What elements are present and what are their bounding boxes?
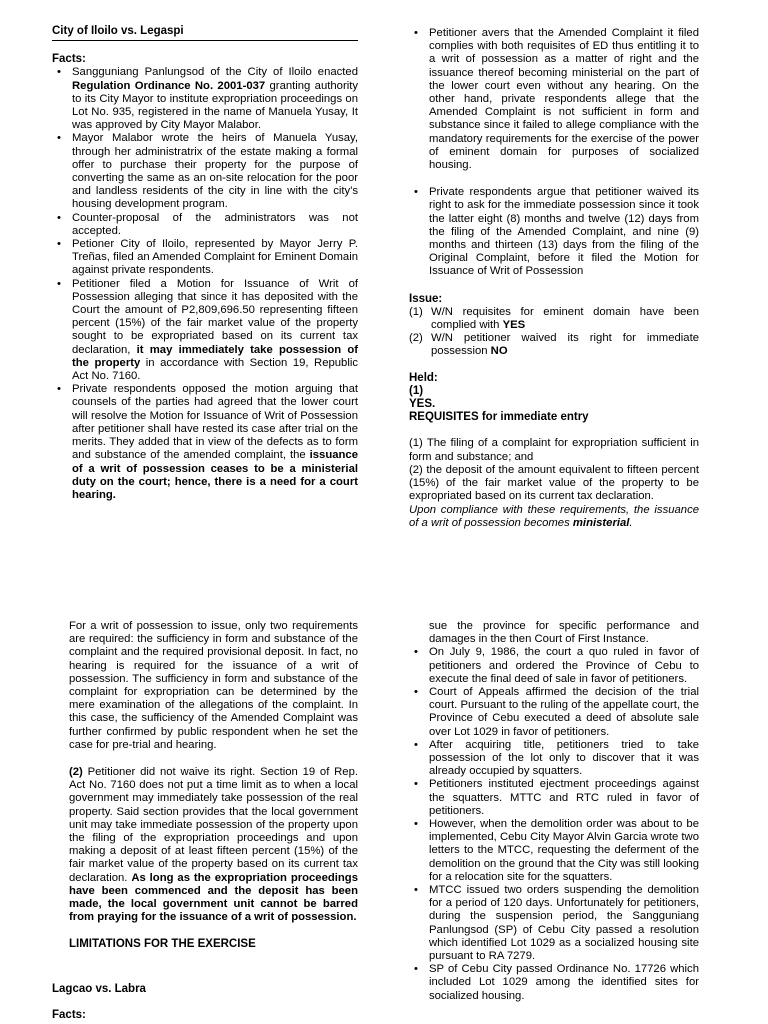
fact-item-5: • Petitioner filed a Motion for Issuance of Writ of Possession alleging that since it has deposited with the Court the amount of P2,809,696.50 representing fifteen percent (15%) of the fair market value of the property sought to be expropriated based on its current tax declaration, it may immediately take possession of the property in accordance with Section 19, Republic Act No. 7160. (52, 278, 358, 384)
limitations-heading: LIMITATIONS FOR THE EXERCISE (69, 938, 256, 951)
case2-fact-1: • On July 9, 1986, the court a quo ruled in favor of petitioners and ordered the Province of Cebu to execute the final deed of sale in favor of petitioners. (409, 646, 699, 686)
case2-facts-list (409, 646, 699, 1002)
case2-title: Lagcao vs. Labra (52, 983, 146, 995)
case2-fact-2: • Court of Appeals affirmed the decision of the trial court. Pursuant to the ruling of the appellate court, the Province of Cebu executed a deed of absolute sale over Lot 1029 in favor of petitioners. (409, 686, 699, 739)
argument-item-2: • Private respondents argue that petitioner waived its right to ask for the immediate possession since it took the latter eight (8) months and twelve (12) days from the filing of the Amended Complaint, and nine (9) months and thirteen (13) days from the filing of the Original Complaint, before it filed the Motion for Issuance of Writ of Possession (409, 186, 699, 278)
top-right-column (409, 27, 699, 530)
arguments-list (409, 27, 699, 279)
fact-item-3: • Counter-proposal of the administrators was not accepted. (52, 212, 358, 238)
requisite-1: (1) The filing of a complaint for expropriation sufficient in form and substance; and (409, 437, 699, 463)
held-number: (1) (409, 384, 424, 397)
held-answer: YES. (409, 398, 436, 411)
bottom-right-column (409, 620, 699, 1003)
case2-fact-7: • SP of Cebu City passed Ordinance No. 17726 which included Lot 1029 among the identified sites for socialized housing. (409, 963, 699, 1003)
ministerial-note: Upon compliance with these requirements, the issuance of a writ of possession becomes ministerial. (409, 503, 699, 529)
paragraph-waiver: (2) Petitioner did not waive its right. Section 19 of Rep. Act No. 7160 does not put a time limit as to when a local government may immediately take possession of the real property. Said section provides that the local government unit may take immediate possession of the property upon the filing of the expropriation proceedings and upon making a deposit of at least fifteen percent (15%) of the fair market value of the property based on its current tax declaration. As long as the expropriation proceedings have been commenced and the deposit has been made, the local government unit cannot be barred from praying for the issuance of a writ of possession. (69, 766, 358, 924)
case2-fact-6: • MTCC issued two orders suspending the demolition for a period of 120 days. Unfortunately for petitioners, during the suspension period, the Sangguniang Panlungsod (SP) of Cebu City passed a resolution which identified Lot 1029 as a socialized housing site pursuant to RA 7279. (409, 884, 699, 963)
issue-item-1: (1) W/N requisites for eminent domain have been complied with YES (409, 305, 699, 332)
held-heading: Held: (409, 371, 438, 384)
issue-heading: Issue: (409, 292, 443, 305)
facts-list (52, 66, 358, 502)
case2-facts-heading: Facts: (52, 1009, 86, 1021)
argument-item-1: • Petitioner avers that the Amended Complaint it filed complies with both requisites of ED thus entitling it to a writ of possession as a matter of right and the issuance thereof becoming ministerial on the part of the lower court even without any hearing. On the other hand, private respondents allege that the Amended Complaint is not sufficient in form and substance since it failed to allege compliance with the mandatory requirements for the exercise of the power of eminent domain for purposes of socialized housing. (409, 27, 699, 172)
case2-fact-5: • However, when the demolition order was about to be implemented, Cebu City Mayor Alvin Garcia wrote two letters to the MTCC, requesting the deferment of the demolition on the ground that the City was still looking for a relocation site for the squatters. (409, 818, 699, 884)
case2-fact-3: • After acquiring title, petitioners tried to take possession of the lot only to discover that it was already occupied by squatters. (409, 739, 699, 779)
continuation-text: sue the province for specific performance and damages in the then Court of First Instance. (429, 620, 699, 646)
fact-item-1: • Sangguniang Panlungsod of the City of Iloilo enacted Regulation Ordinance No. 2001-037 granting authority to its City Mayor to institute expropriation proceedings on Lot No. 935, registered in the name of Manuela Yusay, It was approved by City Mayor Malabor. (52, 66, 358, 132)
case2-fact-4: • Petitioners instituted ejectment proceedings against the squatters. MTTC and RTC ruled in favor of petitioners. (409, 778, 699, 818)
fact-item-6: • Private respondents opposed the motion arguing that counsels of the parties had agreed that the lower court will resolve the Motion for Issuance of Writ of Possession after petitioner shall have rested its case after trial on the merits. They added that in view of the defects as to form and substance of the amended complaint, the issuance of a writ of possession ceases to be a ministerial duty on the court; hence, there is a need for a court hearing. (52, 383, 358, 502)
paragraph-requirements: For a writ of possession to issue, only two requirements are required: the sufficiency in form and substance of the complaint and the required provisional deposit. In fact, no hearing is required for the issuance of a writ of possession. The sufficiency in form and substance of the complaint for expropriation can be determined by the mere examination of the allegations of the complaint. In this case, the sufficiency of the Amended Complaint was further confirmed by public respondent when he set the case for pre-trial and hearing. (69, 620, 358, 751)
facts-heading: Facts: (52, 53, 86, 66)
issue-item-2: (2) W/N petitioner waived its right for immediate possession NO (409, 332, 699, 358)
fact-item-4: • Petioner City of Iloilo, represented by Mayor Jerry P. Treñas, filed an Amended Complaint for Eminent Domain against private respondents. (52, 238, 358, 278)
case-title: City of Iloilo vs. Legaspi (52, 25, 358, 41)
top-left-column (52, 25, 358, 502)
fact-item-2: • Mayor Malabor wrote the heirs of Manuela Yusay, through her administratrix of the estate making a formal offer to purchase their property for the purpose of converting the same as an on-site relocation for the poor and landless residents of the city in line with the city's housing development program. (52, 132, 358, 211)
requisite-2: (2) the deposit of the amount equivalent to fifteen percent (15%) of the fair market value of the property to be expropriated based on its current tax declaration. (409, 463, 699, 503)
bottom-left-column (69, 620, 358, 952)
requisites-heading: REQUISITES for immediate entry (409, 411, 589, 424)
